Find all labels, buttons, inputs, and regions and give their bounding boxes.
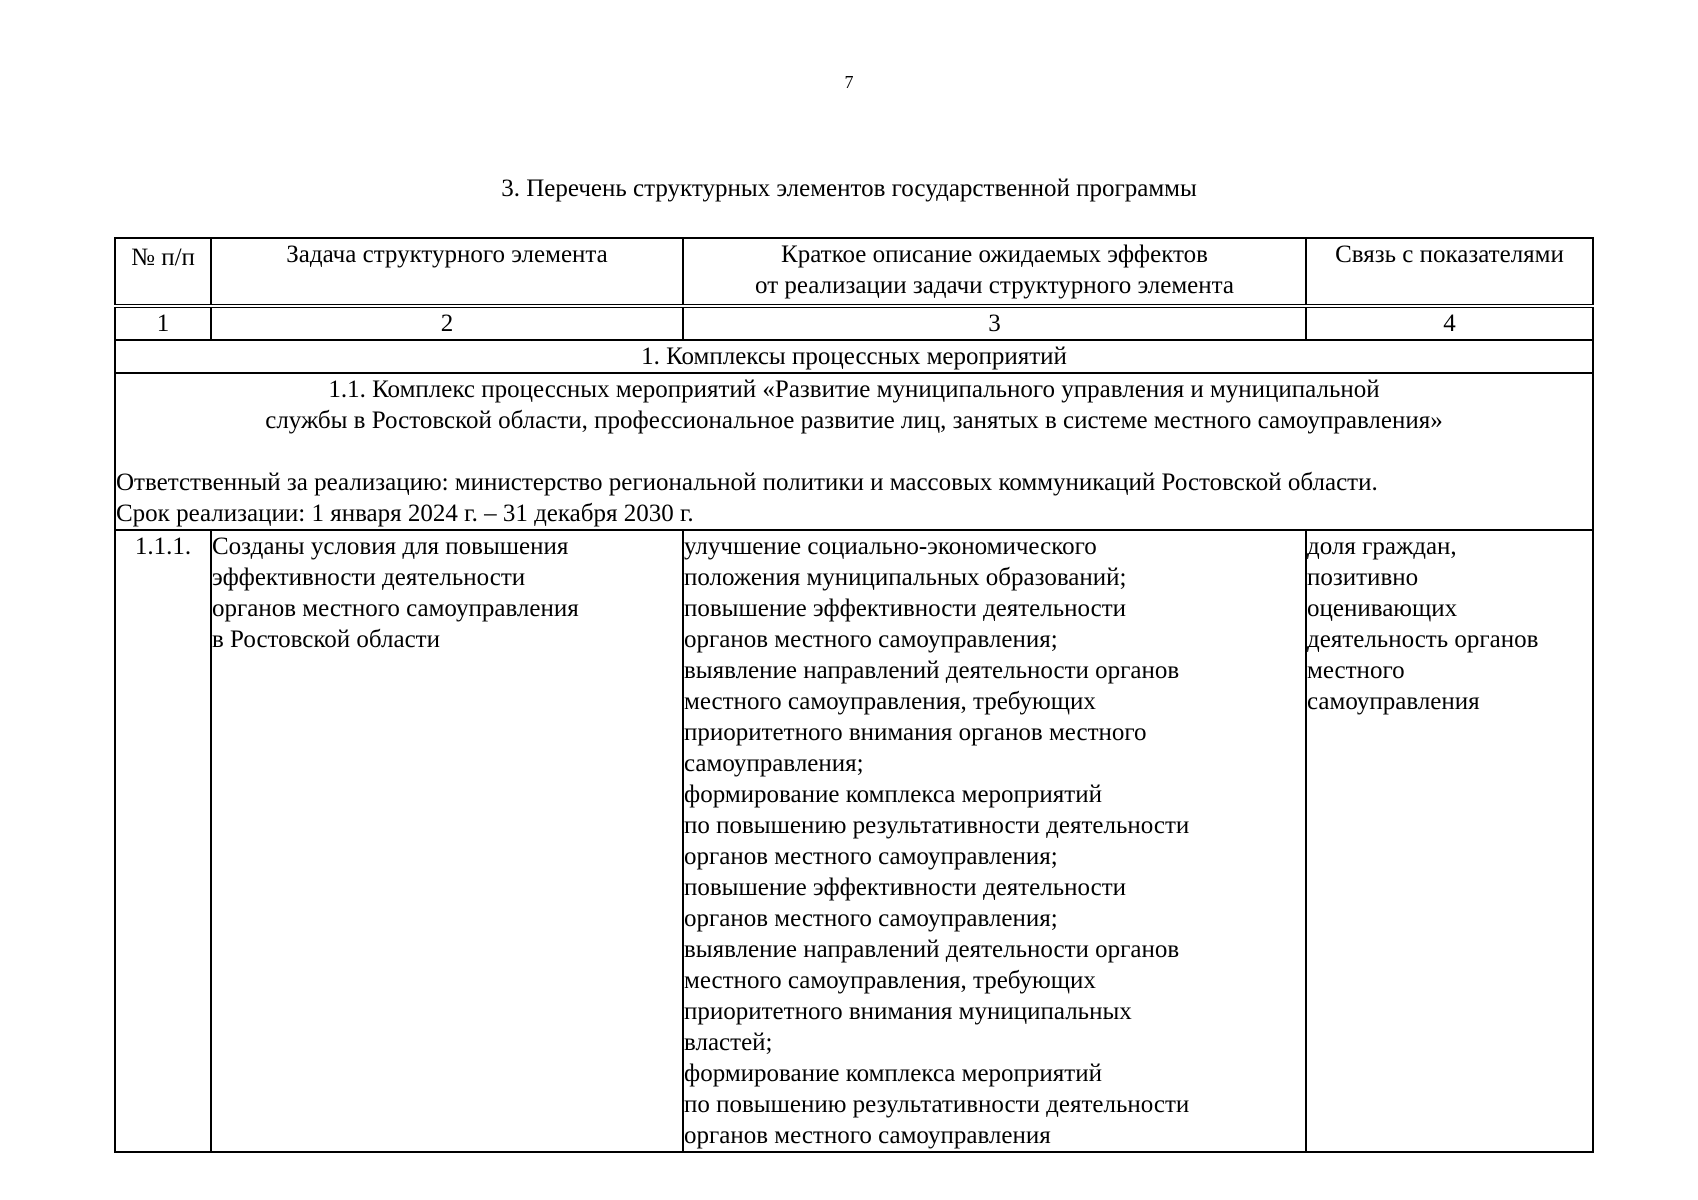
complex-cell xyxy=(115,373,1593,530)
column-number: 4 xyxy=(1306,306,1593,340)
effects-line: органов местного самоуправления; xyxy=(684,905,1058,932)
effects-line: властей; xyxy=(684,1029,773,1056)
complex-name-line: службы в Ростовской области, профессиональное развитие лиц, занятых в системе местного самоуправления» xyxy=(265,407,1443,434)
column-number-row xyxy=(115,306,1593,340)
group-title: 1. Комплексы процессных мероприятий xyxy=(115,340,1593,373)
complex-responsible: Ответственный за реализацию: министерство региональной политики и массовых коммуникаций Ростовской области. xyxy=(116,469,1378,496)
indicator-line: деятельность органов xyxy=(1307,626,1539,653)
table-row xyxy=(115,530,1593,1152)
header-effects-line: от реализации задачи структурного элемента xyxy=(755,272,1234,299)
effects-line: формирование комплекса мероприятий xyxy=(684,781,1102,808)
indicator-line: доля граждан, xyxy=(1307,533,1457,560)
effects-line: по повышению результативности деятельности xyxy=(684,812,1190,839)
column-number: 2 xyxy=(211,306,683,340)
structural-elements-table xyxy=(114,237,1594,1153)
complex-row xyxy=(115,373,1593,530)
effects-line: местного самоуправления, требующих xyxy=(684,688,1096,715)
effects-line: положения муниципальных образований; xyxy=(684,564,1127,591)
row-indicators xyxy=(1306,530,1593,1152)
indicator-line: самоуправления xyxy=(1307,688,1480,715)
effects-line: повышение эффективности деятельности xyxy=(684,595,1127,622)
task-line: эффективности деятельности xyxy=(212,564,526,591)
effects-line: приоритетного внимания муниципальных xyxy=(684,998,1132,1025)
effects-line: формирование комплекса мероприятий xyxy=(684,1060,1102,1087)
column-number: 3 xyxy=(683,306,1306,340)
effects-line: улучшение социально-экономического xyxy=(684,533,1097,560)
indicator-line: позитивно xyxy=(1307,564,1419,591)
table-header-row xyxy=(115,238,1593,306)
task-line: в Ростовской области xyxy=(212,626,440,653)
complex-name-line: 1.1. Комплекс процессных мероприятий «Развитие муниципального управления и муниципальной xyxy=(328,376,1380,403)
row-task xyxy=(211,530,683,1152)
effects-line: по повышению результативности деятельности xyxy=(684,1091,1190,1118)
page-number: 7 xyxy=(844,72,854,92)
header-task: Задача структурного элемента xyxy=(211,238,683,306)
complex-term: Срок реализации: 1 января 2024 г. – 31 декабря 2030 г. xyxy=(116,500,694,527)
complex-name xyxy=(116,374,1592,436)
effects-line: органов местного самоуправления; xyxy=(684,843,1058,870)
indicator-line: местного xyxy=(1307,657,1405,684)
column-number: 1 xyxy=(115,306,211,340)
header-effects-line: Краткое описание ожидаемых эффектов xyxy=(781,241,1208,268)
task-line: органов местного самоуправления xyxy=(212,595,579,622)
header-effects xyxy=(683,238,1306,306)
effects-line: органов местного самоуправления; xyxy=(684,626,1058,653)
effects-line: выявление направлений деятельности органов xyxy=(684,936,1180,963)
effects-line: органов местного самоуправления xyxy=(684,1122,1051,1149)
group-row xyxy=(115,340,1593,373)
effects-line: повышение эффективности деятельности xyxy=(684,874,1127,901)
complex-meta xyxy=(116,467,1592,529)
task-line: Созданы условия для повышения xyxy=(212,533,569,560)
indicator-line: оценивающих xyxy=(1307,595,1458,622)
effects-line: самоуправления; xyxy=(684,750,864,777)
row-number: 1.1.1. xyxy=(115,530,211,1152)
effects-line: выявление направлений деятельности органов xyxy=(684,657,1180,684)
row-effects xyxy=(683,530,1306,1152)
header-indicators: Связь с показателями xyxy=(1306,238,1593,306)
header-number: № п/п xyxy=(115,238,211,306)
effects-line: приоритетного внимания органов местного xyxy=(684,719,1147,746)
effects-line: местного самоуправления, требующих xyxy=(684,967,1096,994)
section-title: 3. Перечень структурных элементов государственной программы xyxy=(501,175,1197,202)
